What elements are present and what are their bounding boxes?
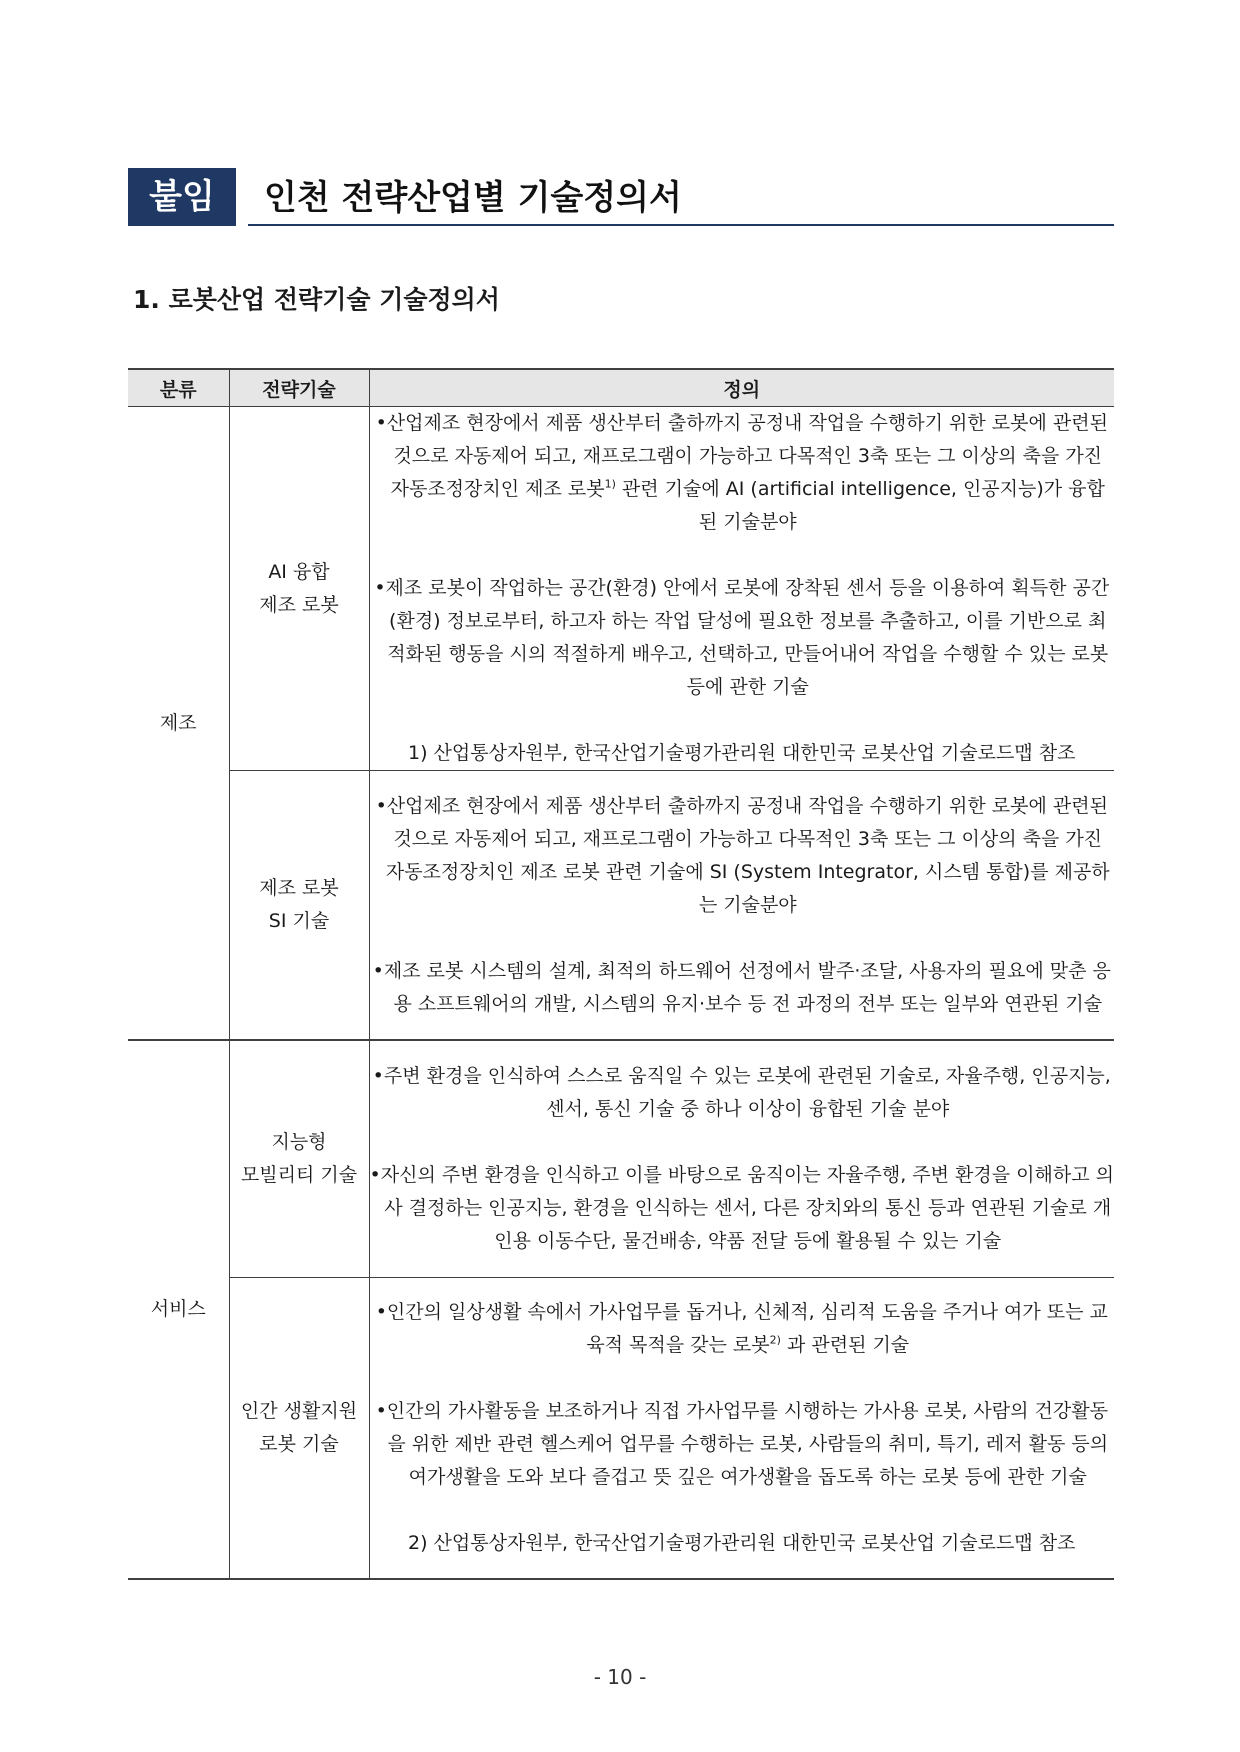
page-number: - 10 - xyxy=(593,1665,647,1689)
bullet-mark: • xyxy=(374,577,386,599)
definition-cell xyxy=(369,771,1114,1041)
bullet-text: 주변 환경을 인식하여 스스로 움직일 수 있는 로봇에 관련된 기술로, 자율주행, 인공지능, 센서, 통신 기술 중 하나 이상이 융합된 기술 분야 xyxy=(383,1065,1111,1120)
tech-label: 인간 생활지원 xyxy=(240,1400,358,1422)
page-title: 인천 전략산업별 기술정의서 xyxy=(264,178,682,218)
definition-bullet xyxy=(370,572,1115,704)
definition-bullet xyxy=(370,1395,1115,1494)
bullet-text: 인간의 가사활동을 보조하거나 직접 가사업무를 시행하는 가사용 로봇, 사람의 건강활동을 위한 제반 관련 헬스케어 업무를 수행하는 로봇, 사람들의 취미, 특기, 레저 활동 등의 여가생활을 도와 보다 즐겁고 뜻 깊은 여가생활을 돕도록 하는 로봇 등에 관한 기술 xyxy=(386,1400,1109,1488)
bullet-mark: • xyxy=(375,412,387,434)
definition-cell xyxy=(369,1040,1114,1278)
definition-bullet xyxy=(370,407,1115,539)
footnote: 1) 산업통상자원부, 한국산업기술평가관리원 대한민국 로봇산업 기술로드맵 참조 xyxy=(408,742,1076,764)
category-cell-service xyxy=(128,1040,229,1579)
table-row xyxy=(128,1040,1114,1278)
tech-label: AI 융합 xyxy=(268,560,330,583)
definition-bullet xyxy=(370,1060,1115,1126)
definition-bullet xyxy=(370,1296,1115,1362)
tech-label: 제조 로봇 xyxy=(259,593,339,616)
definition-bullet xyxy=(370,790,1115,922)
definition-bullet xyxy=(370,1159,1115,1258)
category-label: 제조 xyxy=(159,711,197,734)
footnote-ref: 2) xyxy=(769,1333,781,1347)
table-row xyxy=(128,407,1114,771)
tech-label: 제조 로봇 xyxy=(259,877,339,899)
definition-bullet xyxy=(370,955,1115,1021)
bullet-mark: • xyxy=(375,1301,387,1323)
footnote: 2) 산업통상자원부, 한국산업기술평가관리원 대한민국 로봇산업 기술로드맵 참조 xyxy=(408,1532,1076,1554)
footnote-ref: 1) xyxy=(604,477,616,491)
title-underline xyxy=(248,224,1114,226)
tech-cell xyxy=(229,771,369,1041)
table-row xyxy=(128,1278,1114,1580)
attachment-badge: 붙임 xyxy=(128,168,236,226)
tech-cell xyxy=(229,1040,369,1278)
bullet-mark: • xyxy=(372,1065,384,1087)
bullet-mark: • xyxy=(375,1400,387,1422)
definition-table xyxy=(128,368,1114,1580)
tech-cell xyxy=(229,1278,369,1580)
bullet-text-tail: 관련 기술에 AI (artificial intelligence, 인공지능)가 융합된 기술분야 xyxy=(615,478,1105,533)
category-cell-manufacturing xyxy=(128,407,229,1041)
bullet-text: 제조 로봇이 작업하는 공간(환경) 안에서 로봇에 장착된 센서 등을 이용하여 획득한 공간(환경) 정보로부터, 하고자 하는 작업 달성에 필요한 정보를 추출하고, 이를 기반으로 최적화된 행동을 시의 적절하게 배우고, 선택하고, 만들어내어 작업을 수행할 수 있는 로봇 등에 관한 기술 xyxy=(385,577,1110,698)
bullet-text: 자신의 주변 환경을 인식하고 이를 바탕으로 움직이는 자율주행, 주변 환경을 이해하고 의사 결정하는 인공지능, 환경을 인식하는 센서, 다른 장치와의 통신 등과 연관된 기술로 개인용 이동수단, 물건배송, 약품 전달 등에 활용될 수 있는 기술 xyxy=(380,1164,1114,1252)
tech-label: SI 기술 xyxy=(268,910,330,932)
col-header-category: 분류 xyxy=(128,369,229,407)
page-header xyxy=(128,168,1114,228)
bullet-mark: • xyxy=(375,794,387,817)
tech-label: 지능형 xyxy=(271,1131,327,1153)
bullet-text: 산업제조 현장에서 제품 생산부터 출하까지 공정내 작업을 수행하기 위한 로봇에 관련된 것으로 자동제어 되고, 재프로그램이 가능하고 다목적인 3축 또는 그 이상의 축을 가진 자동조정장치인 제조 로봇 xyxy=(386,412,1108,500)
definition-cell xyxy=(369,407,1114,771)
bullet-mark: • xyxy=(369,1164,381,1186)
bullet-text: 인간의 일상생활 속에서 가사업무를 돕거나, 신체적, 심리적 도움을 주거나 여가 또는 교육적 목적을 갖는 로봇 xyxy=(386,1301,1108,1356)
section-title: 1. 로봇산업 전략기술 기술정의서 xyxy=(133,285,500,314)
table-header-row xyxy=(128,369,1114,407)
tech-label: 로봇 기술 xyxy=(259,1433,339,1455)
bullet-mark: • xyxy=(372,959,384,982)
tech-label: 모빌리티 기술 xyxy=(240,1164,358,1186)
category-label: 서비스 xyxy=(150,1298,206,1320)
tech-cell xyxy=(229,407,369,771)
bullet-text-tail: 과 관련된 기술 xyxy=(780,1334,910,1356)
col-header-tech: 전략기술 xyxy=(229,369,369,407)
definition-cell xyxy=(369,1278,1114,1580)
bullet-text: 산업제조 현장에서 제품 생산부터 출하까지 공정내 작업을 수행하기 위한 로봇에 관련된 것으로 자동제어 되고, 재프로그램이 가능하고 다목적인 3축 또는 그 이상의 축을 가진 자동조정장치인 제조 로봇 관련 기술에 SI (System Integrator, 시스템 통합)를 제공하는 기술분야 xyxy=(385,794,1110,916)
table-row xyxy=(128,771,1114,1041)
col-header-definition: 정의 xyxy=(369,369,1114,407)
bullet-text: 제조 로봇 시스템의 설계, 최적의 하드웨어 선정에서 발주·조달, 사용자의 필요에 맞춘 응용 소프트웨어의 개발, 시스템의 유지·보수 등 전 과정의 전부 또는 일부와 연관된 기술 xyxy=(383,959,1111,1015)
